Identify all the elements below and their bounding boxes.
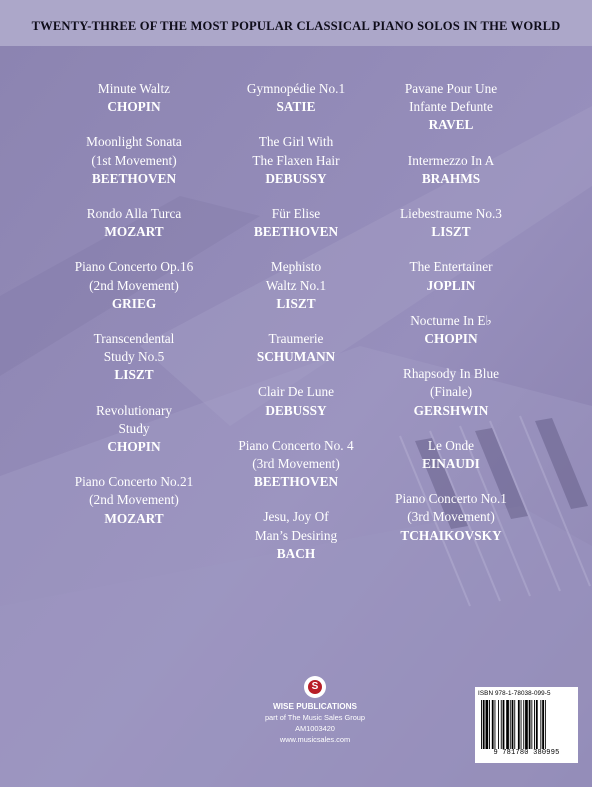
- piece-entry: [211, 383, 381, 419]
- piece-entry: [49, 402, 219, 457]
- barcode-bar: [486, 700, 489, 749]
- composer-name: LISZT: [431, 224, 471, 240]
- piece-entry: [49, 473, 219, 528]
- barcode-bar: [489, 700, 490, 749]
- composer-name: MOZART: [104, 224, 164, 240]
- publisher-name: WISE PUBLICATIONS: [273, 702, 357, 711]
- piece-entry: [49, 330, 219, 385]
- piece-title: Revolutionary: [95, 402, 173, 418]
- piece-title: The Entertainer: [409, 259, 493, 275]
- piece-title: Minute Waltz: [97, 81, 171, 96]
- composer-name: EINAUDI: [422, 456, 480, 472]
- piece-title: Piano Concerto No.21: [74, 474, 194, 490]
- composer-name: BEETHOVEN: [253, 474, 339, 490]
- composer-name: CHOPIN: [107, 99, 161, 115]
- piece-title: Liebestraume No.3: [400, 206, 502, 222]
- piece-entry: [211, 508, 381, 563]
- piece-title: Mephisto: [270, 259, 322, 275]
- catalog-number: AM1003420: [295, 724, 335, 733]
- piece-title: Waltz No.1: [265, 277, 327, 293]
- piece-title: Rhapsody In Blue: [402, 366, 500, 382]
- piece-title: Pavane Pour Une: [404, 81, 498, 96]
- barcode-bar: [521, 700, 522, 749]
- barcode-bar: [518, 700, 520, 749]
- barcode-bar: [531, 700, 532, 749]
- piece-column-left: [49, 80, 219, 545]
- composer-name: LISZT: [276, 295, 316, 311]
- piece-title: Study: [118, 420, 150, 436]
- piece-entry: [211, 437, 381, 492]
- piece-title: Jesu, Joy Of: [263, 509, 329, 525]
- piece-entry: [49, 80, 219, 116]
- piece-entry: [49, 133, 219, 188]
- composer-name: JOPLIN: [426, 277, 476, 293]
- isbn-text: ISBN 978-1-78038-099-5: [478, 690, 551, 697]
- piece-title: Intermezzo In A: [407, 152, 495, 168]
- barcode-bar: [501, 700, 502, 749]
- piece-title: Gymnopédie No.1: [246, 81, 346, 96]
- composer-name: LISZT: [114, 367, 154, 383]
- publisher-block: [255, 676, 375, 745]
- barcode-bars: [481, 700, 572, 749]
- piece-entry: [366, 312, 536, 348]
- piece-entry: [211, 205, 381, 241]
- composer-name: GRIEG: [111, 295, 157, 311]
- publisher-website: www.musicsales.com: [279, 735, 351, 744]
- composer-name: RAVEL: [428, 117, 474, 133]
- piece-title: Moonlight Sonata: [86, 134, 182, 150]
- piece-entry: [211, 133, 381, 188]
- barcode-bar: [529, 700, 531, 749]
- composer-name: SCHUMANN: [256, 349, 336, 365]
- barcode-digits: 9 781780 380995: [493, 749, 560, 757]
- piece-column-right: [366, 80, 536, 562]
- barcode-bar: [542, 700, 544, 749]
- piece-title: Piano Concerto Op.16: [74, 259, 194, 275]
- piece-entry: [366, 258, 536, 294]
- barcode-bar: [534, 700, 535, 749]
- barcode-bar: [495, 700, 496, 749]
- piece-entry: [211, 330, 381, 366]
- composer-name: GERSHWIN: [413, 402, 489, 418]
- publisher-logo-icon: S: [304, 676, 326, 698]
- piece-entry: [366, 80, 536, 135]
- piece-title: Man’s Desiring: [254, 527, 338, 543]
- piece-title: Nocturne In E♭: [410, 312, 492, 328]
- piece-title: Infante Defunte: [409, 99, 493, 115]
- composer-name: MOZART: [104, 510, 164, 526]
- piece-title: Piano Concerto No. 4: [238, 437, 354, 453]
- composer-name: BACH: [276, 545, 316, 561]
- barcode-bar: [536, 700, 538, 749]
- barcode-bar: [503, 700, 505, 749]
- barcode-bar: [512, 700, 514, 749]
- piece-title: Rondo Alla Turca: [86, 206, 182, 222]
- piece-title: Study No.5: [103, 349, 165, 365]
- page-title: TWENTY-THREE OF THE MOST POPULAR CLASSICAL PIANO SOLOS IN THE WORLD: [31, 19, 561, 33]
- barcode-bar: [540, 700, 541, 749]
- piece-entry: [211, 258, 381, 313]
- piece-title: The Flaxen Hair: [252, 152, 340, 168]
- barcode-bar: [545, 700, 546, 749]
- barcode-bar: [510, 700, 511, 749]
- barcode-bar: [492, 700, 494, 749]
- piece-title: (3rd Movement): [252, 456, 340, 472]
- piece-title: Für Elise: [271, 206, 321, 222]
- composer-name: BEETHOVEN: [91, 170, 177, 186]
- isbn-barcode: [475, 687, 578, 763]
- barcode-bar: [525, 700, 528, 749]
- barcode-bar: [514, 700, 515, 749]
- publisher-group: part of The Music Sales Group: [264, 713, 366, 722]
- piece-entry: [211, 80, 381, 116]
- composer-name: DEBUSSY: [265, 402, 327, 418]
- piece-title: (3rd Movement): [407, 509, 495, 525]
- piece-title: Le Onde: [427, 437, 475, 453]
- piece-title: (1st Movement): [91, 152, 177, 168]
- piece-title: Transcendental: [93, 331, 175, 347]
- composer-name: BRAHMS: [421, 170, 481, 186]
- barcode-bar: [506, 700, 509, 749]
- barcode-bar: [498, 700, 499, 749]
- piece-entry: [366, 490, 536, 545]
- piece-column-middle: [211, 80, 381, 580]
- piece-title: Piano Concerto No.1: [395, 491, 507, 507]
- piece-entry: [366, 152, 536, 188]
- piece-title: The Girl With: [258, 134, 334, 150]
- piece-title: Traumerie: [268, 331, 324, 347]
- composer-name: SATIE: [276, 99, 316, 115]
- piece-title: (2nd Movement): [89, 277, 179, 293]
- piece-entry: [366, 205, 536, 241]
- composer-name: CHOPIN: [424, 331, 478, 347]
- barcode-bar: [523, 700, 524, 749]
- composer-name: TCHAIKOVSKY: [400, 527, 502, 543]
- composer-name: BEETHOVEN: [253, 224, 339, 240]
- composer-name: CHOPIN: [107, 439, 161, 455]
- composer-name: DEBUSSY: [265, 170, 327, 186]
- piece-title: Clair De Lune: [257, 384, 335, 400]
- piece-entry: [49, 258, 219, 313]
- piece-entry: [366, 437, 536, 473]
- barcode-bar: [483, 700, 485, 749]
- piece-title: (Finale): [429, 384, 473, 400]
- piece-entry: [49, 205, 219, 241]
- barcode-bar: [481, 700, 482, 749]
- piece-entry: [366, 365, 536, 420]
- piece-title: (2nd Movement): [89, 492, 179, 508]
